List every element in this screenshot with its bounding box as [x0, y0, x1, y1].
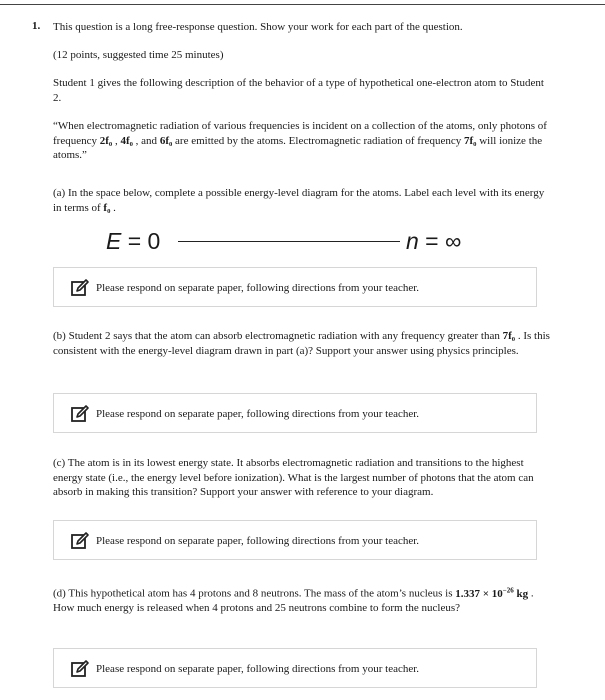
energy-level-line [178, 241, 400, 242]
part-a-prompt: (a) In the space below, complete a possible energy-level diagram for the atoms. Label each level with its energy in terms of f₀ . [53, 187, 545, 214]
energy-level-diagram [100, 226, 520, 256]
level-label: n = ∞ [406, 228, 462, 254]
freq-7f0-b: 7f₀ [502, 330, 516, 342]
response-box-b[interactable] [53, 393, 537, 433]
part-d-prompt: (d) This hypothetical atom has 4 protons and 8 neutrons. The mass of the atom’s nucleus is $1.337 \times 10^{-26}$ kg . How much energy is released when 4 protons and 25 neutrons combine to form the nucleus? [53, 586, 534, 615]
freq-4f0: 4f₀ [120, 134, 133, 147]
response-instruction: Please respond on separate paper, following directions from your teacher. [96, 408, 420, 420]
response-instruction: Please respond on separate paper, following directions from your teacher. [96, 282, 420, 294]
edit-icon [70, 404, 90, 424]
response-instruction: Please respond on separate paper, following directions from your teacher. [96, 535, 420, 547]
freq-6f0: 6f₀ [159, 134, 173, 147]
response-box-d[interactable] [53, 648, 537, 688]
freq-2f0: 2f₀ [99, 134, 113, 147]
edit-icon [70, 531, 90, 551]
question-intro: This question is a long free-response question. Show your work for each part of the question. [53, 21, 463, 33]
response-box-a[interactable] [53, 267, 537, 307]
question-number: 1. [32, 20, 41, 32]
question-setup: Student 1 gives the following description of the behavior of a type of hypothetical one-electron atom to Student 2. [53, 77, 544, 104]
edit-icon [70, 659, 90, 679]
question-points: (12 points, suggested time 25 minutes) [53, 49, 224, 61]
nucleus-mass: $1.337 \times 10^{-26}$ kg [455, 586, 529, 600]
part-b-prompt: (b) Student 2 says that the atom can absorb electromagnetic radiation with any frequency greater than 7f₀ . Is this consistent with the energy-level diagram drawn in part (a)? Support your answer using physics principles. [53, 330, 550, 357]
energy-label: E = 0 [106, 228, 161, 254]
student-quote: “When electromagnetic radiation of various frequencies is incident on a collection of the atoms, only photons of frequency 2f₀ , 4f₀ , and 6f₀ are emitted by the atoms. Electromagnetic radiation of frequency 7f₀ will ionize the atoms.” [53, 120, 547, 161]
freq-7f0: 7f₀ [463, 134, 477, 147]
freq-f0: f₀ [103, 201, 111, 214]
response-box-c[interactable] [53, 520, 537, 560]
edit-icon [70, 278, 90, 298]
top-divider [0, 4, 605, 5]
part-c-prompt: (c) The atom is in its lowest energy state. It absorbs electromagnetic radiation and transitions to the highest energy state (i.e., the energy level before ionization). What is the largest number of photons that the atom can absorb in making this transition? Support your answer with reference to your diagram. [53, 457, 534, 498]
response-instruction: Please respond on separate paper, following directions from your teacher. [96, 663, 420, 675]
